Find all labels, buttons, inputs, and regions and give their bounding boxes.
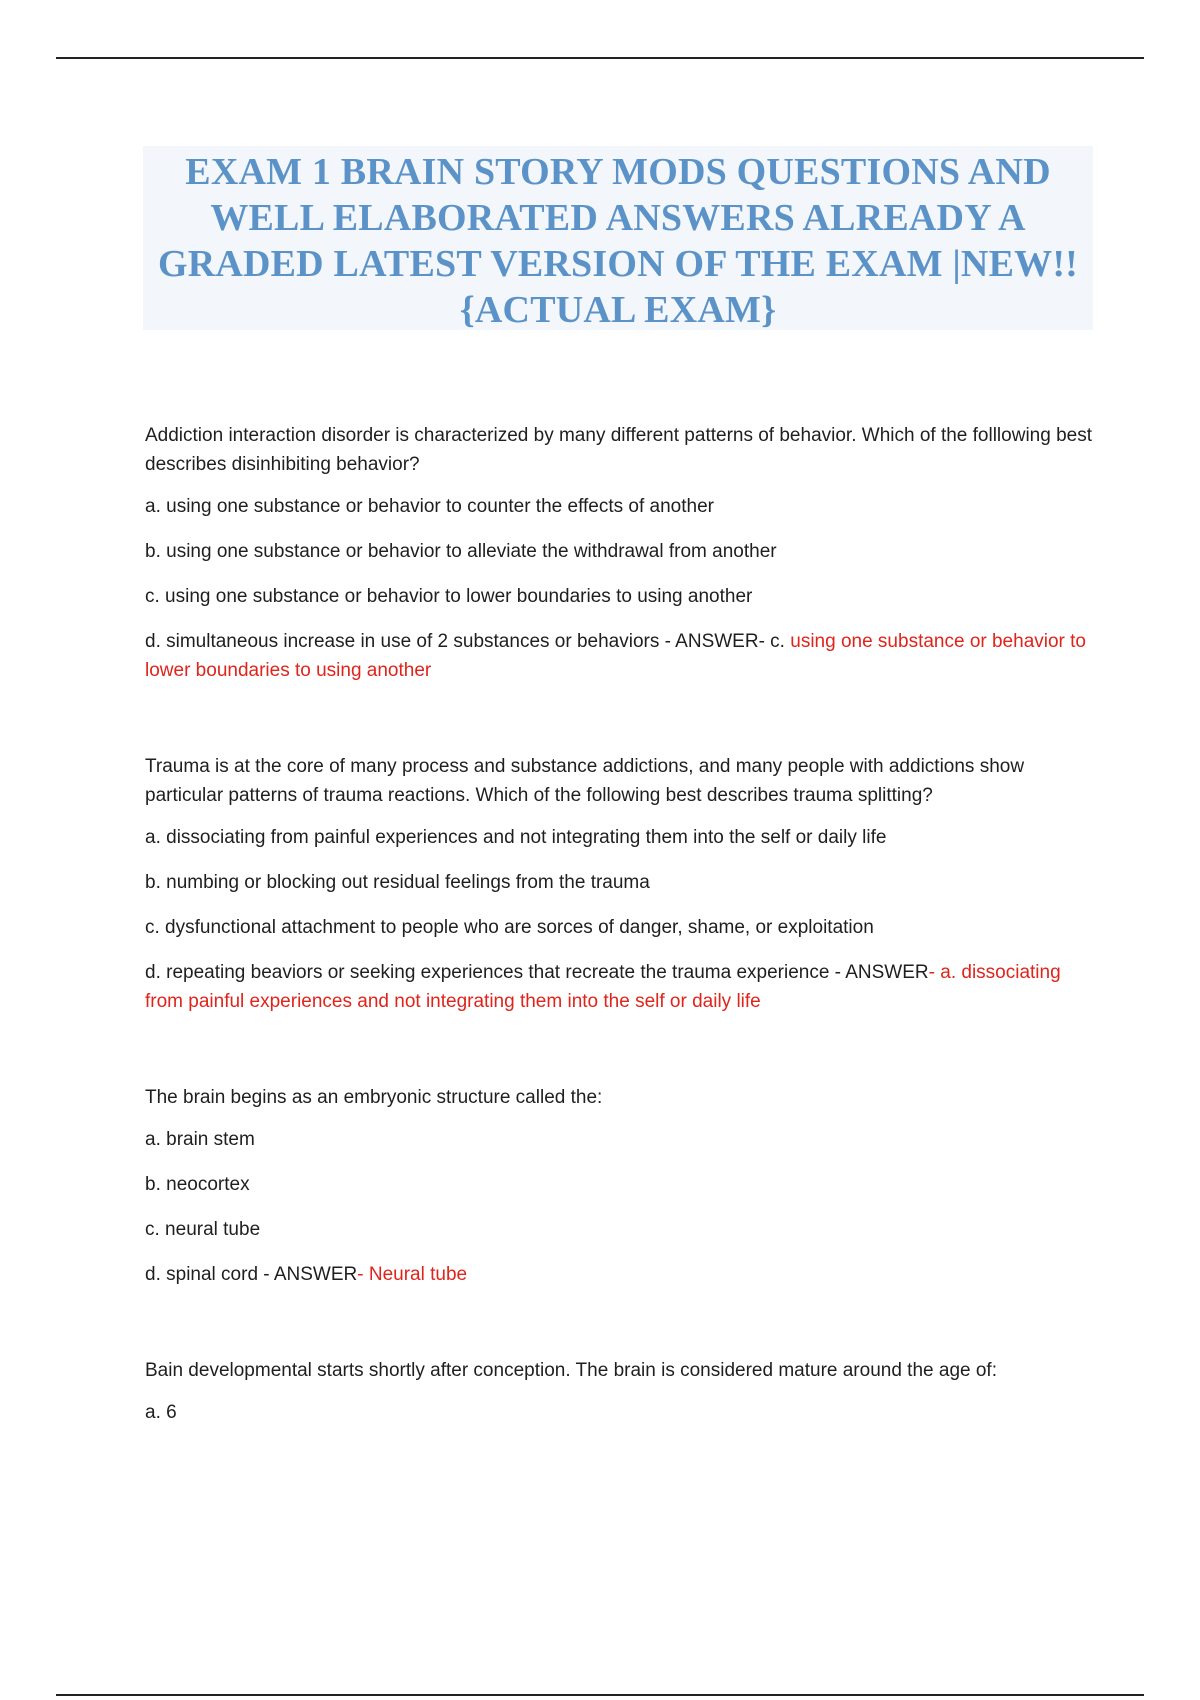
option-b: b. numbing or blocking out residual feelings from the trauma (145, 872, 650, 893)
option-a: a. 6 (145, 1402, 177, 1423)
question-block (145, 1083, 1095, 1289)
answer-text: - Neural tube (357, 1264, 468, 1285)
option-d-with-answer (145, 958, 1095, 1016)
answer-text: using one substance or behavior to lower boundaries to using another (145, 631, 1087, 681)
option-c: c. using one substance or behavior to lower boundaries to using another (145, 586, 753, 607)
question-stem: Trauma is at the core of many process and substance addictions, and many people with addictions show particular patterns of trauma reactions. Which of the following best describes trauma splitting? (145, 756, 1025, 806)
question-stem: Bain developmental starts shortly after conception. The brain is considered mature around the age of: (145, 1360, 997, 1381)
document-title: EXAM 1 BRAIN STORY MODS QUESTIONS AND WELL ELABORATED ANSWERS ALREADY A GRADED LATEST VERSION OF THE EXAM |NEW!!{ACTUAL EXAM} (157, 151, 1079, 331)
answer-text: - a. dissociating from painful experiences and not integrating them into the self or daily life (145, 962, 1061, 1012)
option-d-with-answer (145, 627, 1095, 685)
header-rule (56, 57, 1144, 59)
question-stem: The brain begins as an embryonic structure called the: (145, 1087, 603, 1108)
title-banner (143, 146, 1093, 330)
option-c: c. dysfunctional attachment to people who are sorces of danger, shame, or exploitation (145, 917, 874, 938)
option-a: a. brain stem (145, 1129, 255, 1150)
option-d: d. simultaneous increase in use of 2 substances or behaviors - ANSWER- c. (145, 631, 791, 652)
option-c: c. neural tube (145, 1219, 261, 1240)
option-d: d. repeating beaviors or seeking experiences that recreate the trauma experience - ANSWER (145, 962, 929, 983)
option-a: a. using one substance or behavior to counter the effects of another (145, 496, 714, 517)
question-stem: Addiction interaction disorder is characterized by many different patterns of behavior. Which of the folllowing best describes disinhibiting behavior? (145, 425, 1092, 475)
option-a: a. dissociating from painful experiences and not integrating them into the self or daily life (145, 827, 887, 848)
question-block (145, 1356, 1095, 1443)
option-d: d. spinal cord - ANSWER (145, 1264, 358, 1285)
question-block (145, 421, 1095, 685)
option-d-with-answer (145, 1260, 1095, 1289)
question-block (145, 752, 1095, 1016)
option-b: b. using one substance or behavior to alleviate the withdrawal from another (145, 541, 777, 562)
option-b: b. neocortex (145, 1174, 250, 1195)
footer-rule (56, 1694, 1144, 1696)
